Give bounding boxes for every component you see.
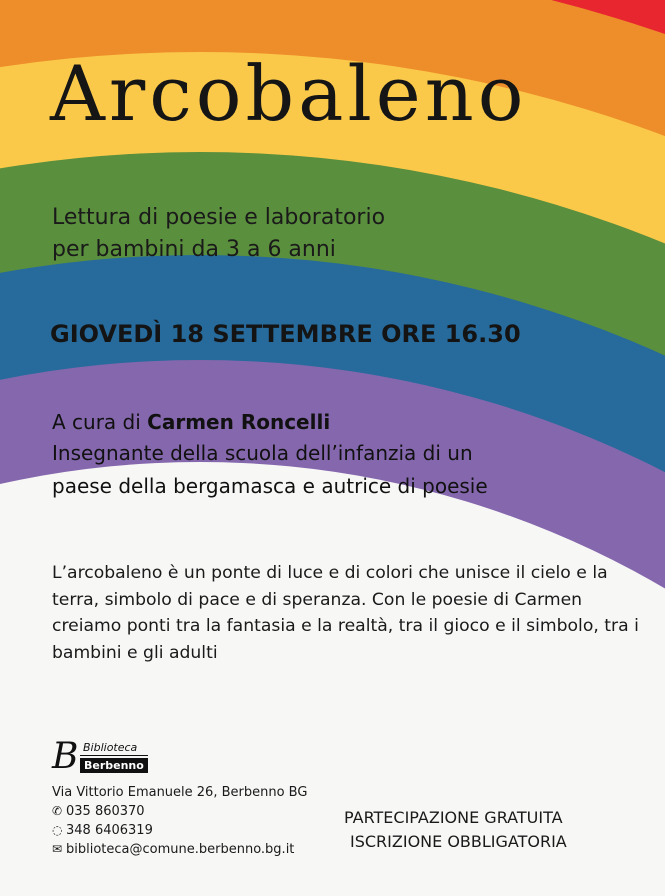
curator-desc-line-2: paese della bergamasca e autrice di poesie [52,474,488,498]
logo-letter: B [52,736,79,777]
curator-line [52,405,488,439]
email-icon: ✉ [52,842,63,856]
description-paragraph: L’arcobaleno è un ponte di luce e di colori che unisce il cielo e la terra, simbolo di pace e di speranza. Con le poesie di Carmen creiamo ponti tra la fantasia e la realtà, tra il gioco e il simbolo, tra i bambini e gli adulti [52,563,639,663]
event-date: GIOVEDÌ 18 SETTEMBRE ORE 16.30 [50,320,521,348]
poster-title: Arcobaleno [50,49,528,138]
curator-desc-line-1: Insegnante della scuola dell’infanzia di un [52,441,473,465]
logo-line-1: Biblioteca [80,741,148,756]
library-logo [52,736,148,777]
curator-prefix: A cura di [52,410,141,434]
curator-block [52,405,488,505]
logo-text [80,741,148,773]
info-line-2: ISCRIZIONE OBBLIGATORIA [350,832,567,851]
subtitle-line-1: Lettura di poesie e laboratorio [52,205,386,230]
whatsapp-icon: ◌ [52,823,63,837]
address: Via Vittorio Emanuele 26, Berbenno BG [52,785,308,800]
email-row[interactable] [52,840,307,859]
subtitle-line-2: per bambini da 3 a 6 anni [52,237,336,262]
participation-info [344,806,567,854]
subtitle [52,202,385,266]
whatsapp-number[interactable]: 348 6406319 [66,823,153,838]
whatsapp-row[interactable] [52,821,307,840]
contacts [52,783,307,859]
info-line-1: PARTECIPAZIONE GRATUITA [344,808,563,827]
curator-name: Carmen Roncelli [147,410,331,434]
phone-row[interactable] [52,802,307,821]
email-address[interactable]: biblioteca@comune.berbenno.bg.it [66,842,295,857]
phone-icon: ✆ [52,804,63,818]
logo-line-2: Berbenno [80,758,148,773]
phone-number[interactable]: 035 860370 [66,804,145,819]
